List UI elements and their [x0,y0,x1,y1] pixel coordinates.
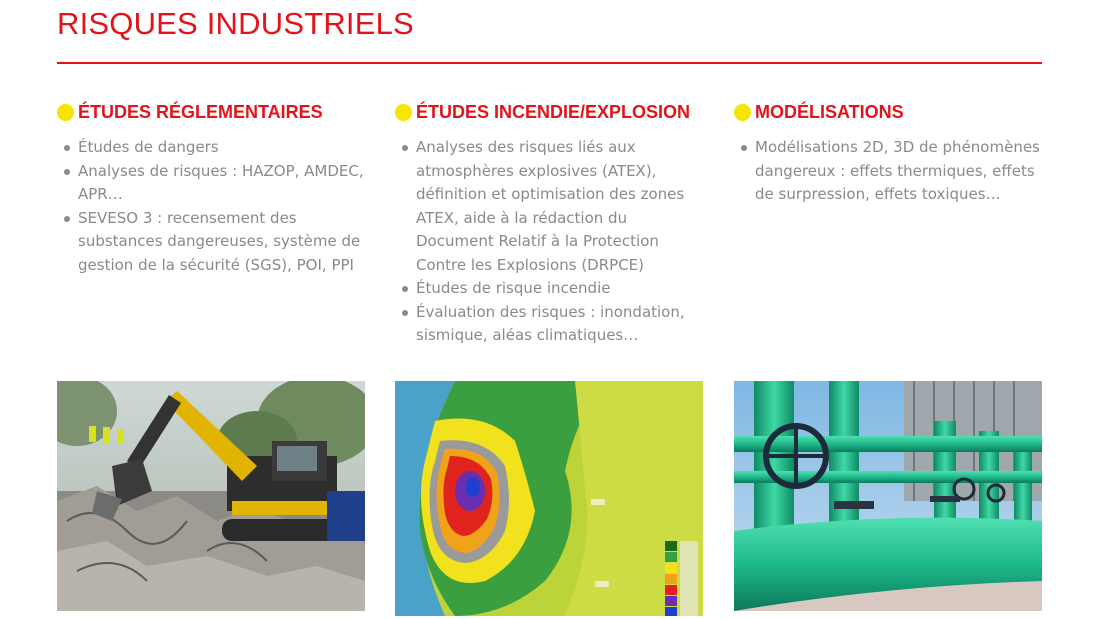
list-item: SEVESO 3 : recensement des substances dangereuses, système de gestion de la sécurité (SGS), POI, PPI [57,207,367,278]
column-heading [57,100,367,124]
green-industrial-pipes-photo [734,381,1042,611]
list-item: Analyses de risques : HAZOP, AMDEC, APR… [57,160,367,207]
list-item: Analyses des risques liés aux atmosphères explosives (ATEX), définition et optimisation des zones ATEX, aide à la rédaction du Document Relatif à la Protection Contre les Explosions (DRPCE) [395,136,705,277]
column-etudes-reglementaires [57,100,367,277]
item-list [57,136,367,277]
risk-model-heatmap-image [395,381,703,616]
list-item: Modélisations 2D, 3D de phénomènes dangereux : effets thermiques, effets de surpression, effets toxiques… [734,136,1044,207]
item-list [395,136,705,348]
yellow-dot-icon [395,104,412,121]
item-list [734,136,1044,207]
title-divider [57,62,1042,64]
column-heading [734,100,1044,124]
column-modelisations [734,100,1044,207]
list-item: Évaluation des risques : inondation, sismique, aléas climatiques… [395,301,705,348]
column-title: MODÉLISATIONS [755,101,904,122]
list-item: Études de risque incendie [395,277,705,301]
yellow-dot-icon [57,104,74,121]
column-etudes-incendie-explosion [395,100,705,348]
column-title: ÉTUDES INCENDIE/EXPLOSION [416,101,691,122]
column-title: ÉTUDES RÉGLEMENTAIRES [78,101,323,122]
column-heading [395,100,705,124]
demolition-excavator-photo [57,381,365,611]
page-title: RISQUES INDUSTRIELS [57,6,414,41]
list-item: Études de dangers [57,136,367,160]
yellow-dot-icon [734,104,751,121]
